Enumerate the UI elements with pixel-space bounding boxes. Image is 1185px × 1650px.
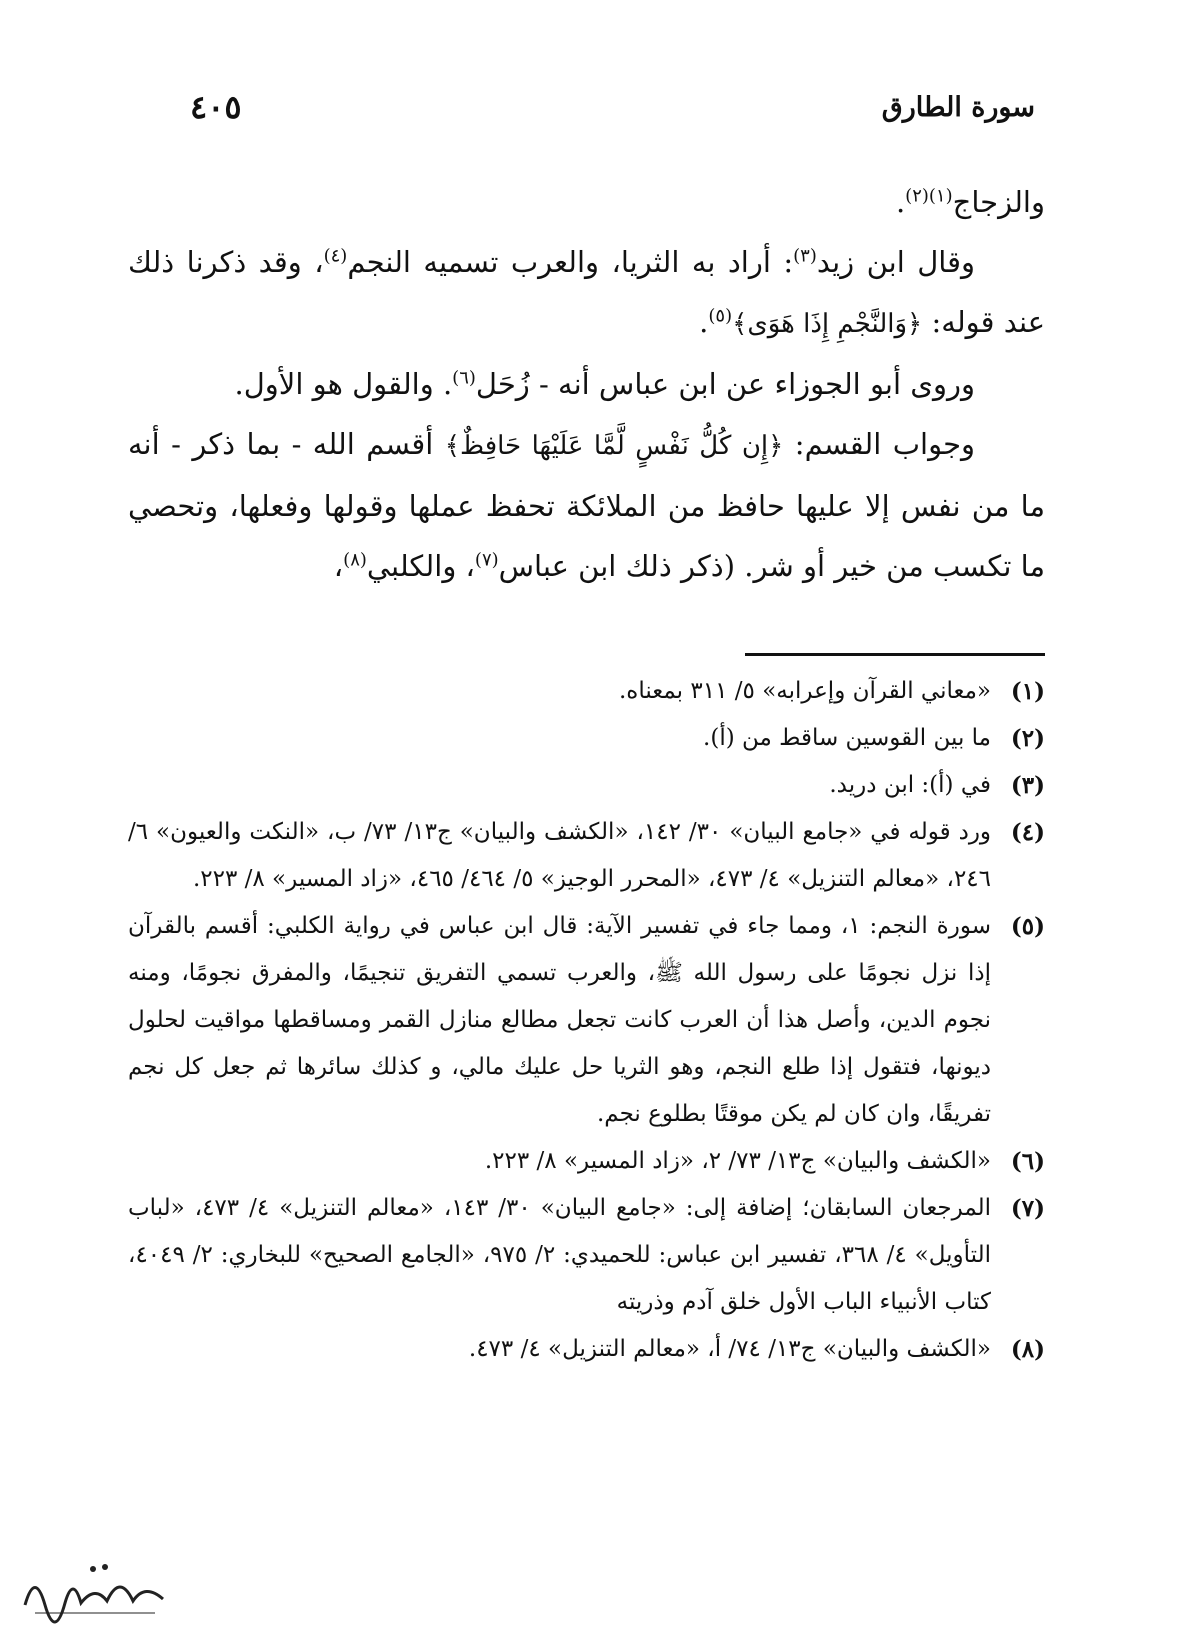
footnote-7 xyxy=(128,1185,1045,1326)
footnote-number: (٣) xyxy=(1010,772,1045,799)
page-header xyxy=(190,88,1035,152)
paragraph-2 xyxy=(128,232,1045,354)
footnote-number: (٧) xyxy=(1010,1195,1045,1222)
page-number: ٤٠٥ xyxy=(190,88,242,126)
footnotes xyxy=(128,668,1045,1373)
paragraph-4 xyxy=(128,414,1045,596)
quran-verse: ﴿إِن كُلُّ نَفْسٍ لَّمَّا عَلَيْهَا حَافِظٌ﴾ xyxy=(444,431,784,461)
text-run: وجواب القسم: xyxy=(783,427,975,461)
text-run: ، وقد ذكرنا ذلك عند قوله: xyxy=(128,245,1045,339)
footnote-5 xyxy=(128,903,1045,1138)
text-run: والزجاج xyxy=(952,185,1045,219)
text-run: أقسم الله - بما ذكر - أنه ما من نفس إلا عليها حافظ من الملائكة تحفظ عملها وقولها وفعلها، وتحصي ما تكسب من خير أو شر. (ذكر ذلك ابن عباس xyxy=(128,427,1045,583)
text-run: . xyxy=(699,305,709,339)
footnote-number: (٤) xyxy=(1010,819,1045,846)
footnote-text: «الكشف والبيان» ج١٣/ ٧٣/ ٢، «زاد المسير» ٨/ ٢٢٣. xyxy=(484,1148,991,1174)
footnote-2 xyxy=(128,715,1045,762)
main-text xyxy=(128,172,1045,596)
text-run: . والقول هو الأول. xyxy=(234,367,453,401)
text-run: . xyxy=(895,185,906,219)
text-run: وروى أبو الجوزاء عن ابن عباس أنه - زُحَل xyxy=(475,367,975,401)
footnote-text: «معاني القرآن وإعرابه» ٥/ ٣١١ بمعناه. xyxy=(618,678,991,704)
footnote-number: (٨) xyxy=(1010,1336,1045,1363)
footnote-1 xyxy=(128,668,1045,715)
text-run: : أراد به الثريا، والعرب تسميه النجم xyxy=(347,245,794,279)
watermark-icon xyxy=(15,1555,175,1625)
quran-verse: ﴿وَالنَّجْمِ إِذَا هَوَى﴾ xyxy=(732,309,923,339)
footnote-text: المرجعان السابقان؛ إضافة إلى: «جامع البيان» ٣٠/ ١٤٣، «معالم التنزيل» ٤/ ٤٧٣، «لباب التأويل» ٤/ ٣٦٨، تفسير ابن عباس: للحميدي: ٢/ ٩٧٥، «الجامع الصحيح» للبخاري: ٢/ ٤٠٤٩، كتاب الأنبياء الباب الأول خلق آدم وذريته xyxy=(128,1195,992,1315)
footnote-ref: (٣) xyxy=(793,245,817,267)
text-run: ، والكلبي xyxy=(366,549,475,583)
footnote-divider xyxy=(745,653,1045,656)
footnote-text: «الكشف والبيان» ج١٣/ ٧٤/ أ، «معالم التنزيل» ٤/ ٤٧٣. xyxy=(468,1336,991,1362)
footnote-number: (٦) xyxy=(1010,1148,1045,1175)
footnote-number: (٢) xyxy=(1010,725,1045,752)
footnote-number: (٥) xyxy=(1010,913,1045,940)
text-run: وقال ابن زيد xyxy=(816,245,975,279)
footnote-text: ما بين القوسين ساقط من (أ). xyxy=(703,725,991,751)
footnote-6 xyxy=(128,1138,1045,1185)
paragraph-3 xyxy=(128,354,1045,414)
running-title: سورة الطارق xyxy=(881,92,1035,123)
footnote-4 xyxy=(128,809,1045,903)
footnote-ref: (١)(٢) xyxy=(905,185,953,207)
footnote-ref: (٥) xyxy=(708,305,733,327)
footnote-8 xyxy=(128,1326,1045,1373)
publisher-watermark-logo xyxy=(15,1555,175,1625)
footnote-ref: (٨) xyxy=(343,549,367,571)
paragraph-1 xyxy=(128,172,1045,232)
footnote-3 xyxy=(128,762,1045,809)
footnote-text: في (أ): ابن دريد. xyxy=(829,772,991,798)
footnote-text: ورد قوله في «جامع البيان» ٣٠/ ١٤٢، «الكشف والبيان» ج١٣/ ٧٣/ ب، «النكت والعيون» ٦/ ٢٤٦، «معالم التنزيل» ٤/ ٤٧٣، «المحرر الوجيز» ٥/ ٤٦٤/ ٤٦٥، «زاد المسير» ٨/ ٢٢٣. xyxy=(128,819,992,892)
footnote-ref: (٧) xyxy=(474,549,499,571)
text-run: ، xyxy=(333,549,344,583)
footnote-number: (١) xyxy=(1010,678,1045,705)
footnote-ref: (٤) xyxy=(323,245,348,267)
footnote-ref: (٦) xyxy=(452,367,476,389)
footnote-text: سورة النجم: ١، ومما جاء في تفسير الآية: قال ابن عباس في رواية الكلبي: أقسم بالقرآن إذا نزل نجومًا على رسول الله ﷺ، والعرب تسمي التفريق تنجيمًا، والمفرق نجومًا، ومنه نجوم الدين، وأصل هذا أن العرب كانت تجعل مطالع منازل القمر ومساقطها مواقيت لحلول ديونها، فتقول إذا طلع النجم، وهو الثريا حل عليك مالي، و كذلك سائرها ثم جعل كل نجم تفريقًا، وان كان لم يكن موقتًا بطلوع نجم. xyxy=(128,913,991,1127)
